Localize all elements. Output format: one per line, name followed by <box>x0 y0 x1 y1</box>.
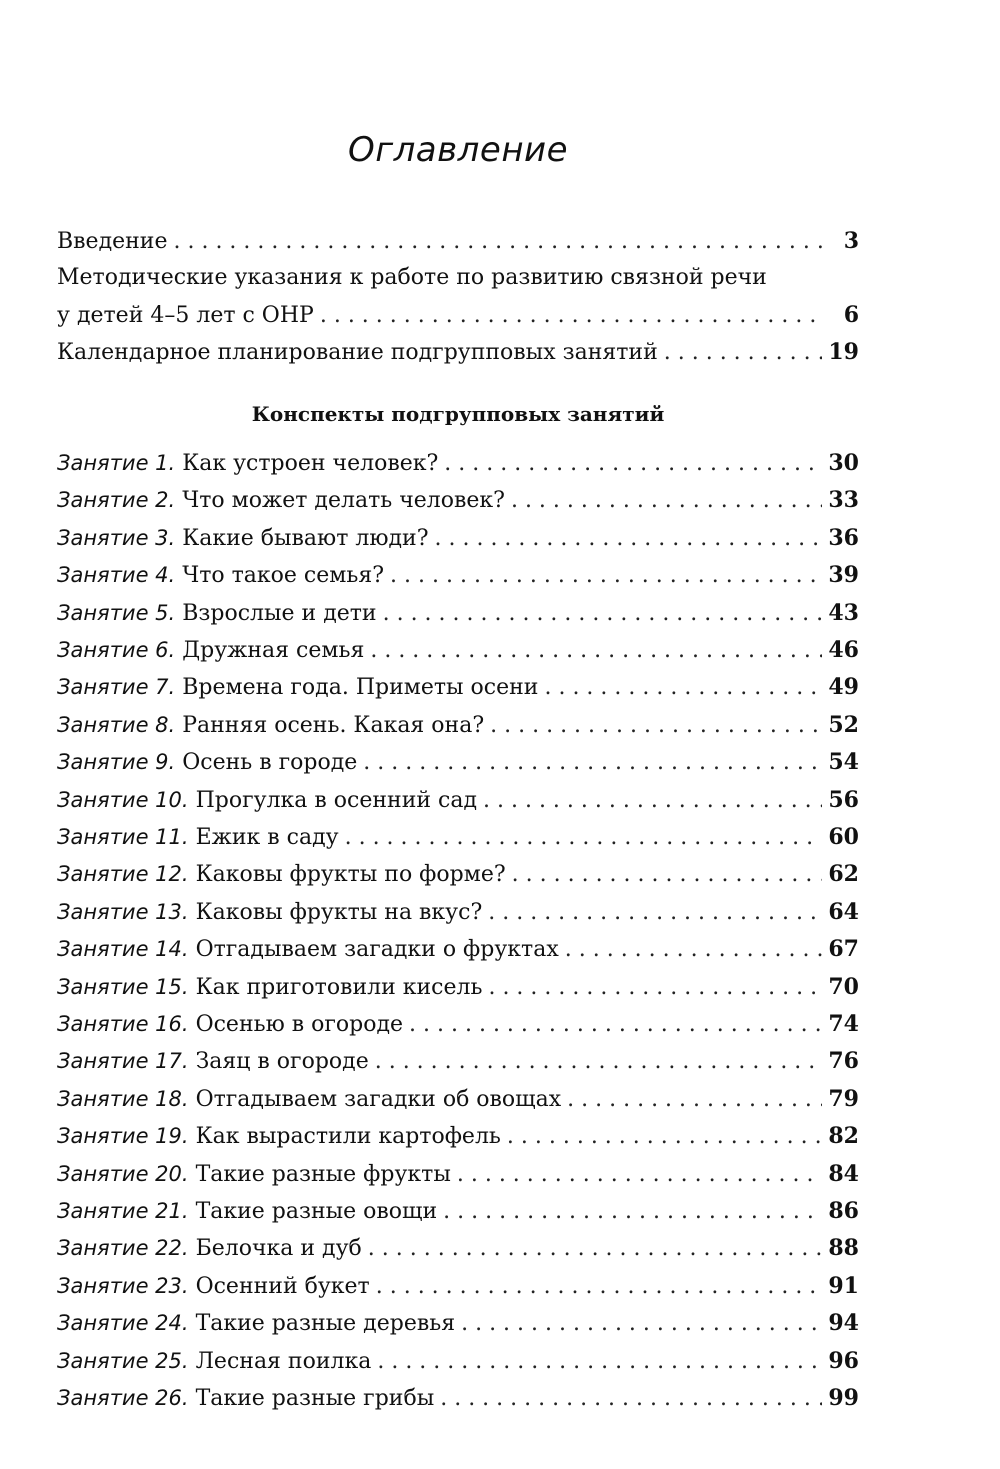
toc-entry-text <box>57 1231 362 1266</box>
lesson-label: Занятие 25. <box>57 1348 189 1373</box>
toc-page-number: 30 <box>828 450 859 476</box>
toc-entry-text <box>57 446 438 481</box>
lesson-title: Каковы фрукты на вкус? <box>195 899 483 925</box>
toc-entry-text <box>57 820 339 855</box>
toc-page-number: 82 <box>828 1123 859 1150</box>
dot-leader <box>567 1083 822 1117</box>
lesson-title: Дружная семья <box>182 638 365 663</box>
toc-entry-text <box>57 1007 403 1042</box>
dot-leader <box>488 971 822 1005</box>
lesson-title: Отгадываем загадки о фруктах <box>195 937 559 963</box>
toc-entry-guidelines[interactable] <box>57 298 859 332</box>
toc-page-number: 96 <box>828 1347 859 1374</box>
toc-entry-lesson[interactable] <box>57 1194 859 1228</box>
toc-page-number: 70 <box>828 973 859 1000</box>
page-title: Оглавление <box>347 130 569 170</box>
toc-page-number: 64 <box>828 898 859 925</box>
toc-entry-lesson[interactable] <box>57 932 859 966</box>
lesson-title: Такие разные овощи <box>195 1199 438 1224</box>
toc-entry-lesson[interactable] <box>57 1231 859 1265</box>
lesson-title: Времена года. Приметы осени <box>182 675 539 701</box>
lesson-label: Занятие 17. <box>57 1049 189 1074</box>
toc-entry-text <box>57 895 482 930</box>
toc-entry-text <box>57 633 364 668</box>
toc-entry-text <box>57 558 384 593</box>
toc-entry-lesson[interactable] <box>57 558 859 592</box>
toc-page-number: 46 <box>828 637 859 663</box>
toc-entry-lesson[interactable] <box>57 857 859 891</box>
lesson-label: Занятие 10. <box>57 787 189 812</box>
toc-page-number: 6 <box>843 302 859 328</box>
dot-leader <box>345 821 823 855</box>
lesson-label: Занятие 22. <box>57 1236 189 1261</box>
toc-page-number: 43 <box>828 599 859 626</box>
toc-entry-lesson[interactable] <box>57 1157 859 1191</box>
toc-entry-lesson[interactable] <box>57 1082 859 1116</box>
dot-leader <box>507 1120 822 1154</box>
dot-leader <box>376 1270 823 1304</box>
dot-leader <box>511 484 822 518</box>
lesson-label: Занятие 3. <box>57 525 176 550</box>
lesson-label: Занятие 7. <box>57 675 176 700</box>
toc-entry-lesson[interactable] <box>57 1119 859 1153</box>
toc-entry-text <box>57 1119 501 1154</box>
toc-entry-lesson[interactable] <box>57 783 859 817</box>
toc-entry-lesson[interactable] <box>57 596 859 630</box>
dot-leader <box>440 1382 822 1416</box>
toc-entry-lesson[interactable] <box>57 521 859 555</box>
toc-entry-text <box>57 1381 434 1416</box>
dot-leader <box>544 671 822 705</box>
dot-leader <box>320 299 823 333</box>
toc-entry-text <box>57 1082 561 1117</box>
dot-leader <box>375 1045 823 1079</box>
dot-leader <box>444 447 822 481</box>
toc-entry-text: Календарное планирование подгрупповых занятий <box>57 340 658 365</box>
dot-leader <box>377 1345 822 1379</box>
toc-entry-text <box>57 1344 371 1379</box>
toc-entry-lesson[interactable] <box>57 670 859 704</box>
dot-leader <box>383 597 823 631</box>
section-heading: Конспекты подгрупповых занятий <box>251 402 665 426</box>
lesson-label: Занятие 12. <box>57 862 189 887</box>
toc-entry-lesson[interactable] <box>57 1269 859 1303</box>
toc-page-number: 91 <box>828 1272 859 1299</box>
lesson-label: Занятие 1. <box>57 451 176 475</box>
lesson-label: Занятие 21. <box>57 1199 189 1223</box>
lesson-title: Какие бывают люди? <box>182 525 429 551</box>
toc-entry-introduction[interactable] <box>57 224 859 258</box>
toc-page-number: 19 <box>828 339 859 365</box>
lesson-title: Как приготовили кисель <box>195 974 483 1000</box>
toc-entry-lesson[interactable] <box>57 745 859 779</box>
toc-entry-text <box>57 483 505 518</box>
toc-page-number: 52 <box>828 711 859 738</box>
lesson-title: Прогулка в осенний сад <box>195 787 477 813</box>
toc-entry-text <box>57 708 484 743</box>
dot-leader <box>435 522 823 556</box>
toc-entry-text <box>57 745 357 780</box>
toc-page-number: 62 <box>828 861 859 888</box>
lesson-label: Занятие 8. <box>57 712 176 737</box>
lesson-title: Лесная поилка <box>195 1348 372 1374</box>
dot-leader <box>483 784 822 818</box>
lesson-label: Занятие 13. <box>57 899 189 924</box>
lesson-title: Осенью в огороде <box>195 1012 404 1037</box>
toc-page-number: 76 <box>828 1048 859 1075</box>
dot-leader <box>443 1195 822 1229</box>
dot-leader <box>664 336 823 370</box>
dot-leader <box>512 858 823 892</box>
toc-entry-lesson[interactable] <box>57 1044 859 1078</box>
toc-page-number: 39 <box>828 562 859 589</box>
lesson-title: Заяц в огороде <box>195 1049 369 1075</box>
toc-entry-lesson[interactable] <box>57 1344 859 1378</box>
toc-entry-text <box>57 970 482 1005</box>
toc-page-number: 88 <box>828 1235 859 1262</box>
lesson-title: Каковы фрукты по форме? <box>195 862 506 888</box>
lesson-title: Такие разные грибы <box>195 1386 435 1411</box>
toc-entry-text <box>57 1044 369 1079</box>
dot-leader <box>370 634 822 668</box>
toc-entry-lesson[interactable] <box>57 895 859 929</box>
lesson-label: Занятие 23. <box>57 1273 189 1298</box>
lesson-label: Занятие 24. <box>57 1311 189 1336</box>
lesson-title: Такие разные фрукты <box>195 1161 451 1187</box>
lesson-title: Такие разные деревья <box>195 1311 456 1337</box>
toc-entry-text-line1[interactable]: Методические указания к работе по развитию связной речи <box>57 265 767 290</box>
toc-entry-text <box>57 1306 455 1341</box>
toc-page-number: 94 <box>828 1310 859 1337</box>
dot-leader <box>363 746 822 780</box>
dot-leader <box>409 1008 822 1042</box>
dot-leader <box>390 559 822 593</box>
lesson-title: Осенний букет <box>195 1273 370 1299</box>
toc-page-number: 3 <box>843 228 859 254</box>
toc-page-number: 60 <box>828 824 859 850</box>
toc-page-number: 86 <box>828 1198 859 1224</box>
lesson-label: Занятие 16. <box>57 1012 189 1036</box>
toc-entry-text <box>57 857 506 892</box>
lesson-label: Занятие 9. <box>57 750 176 775</box>
toc-entry-text <box>57 521 429 556</box>
toc-entry-lesson[interactable] <box>57 820 859 854</box>
toc-page-number: 49 <box>828 674 859 701</box>
lesson-label: Занятие 18. <box>57 1086 189 1111</box>
toc-page-number: 84 <box>828 1160 859 1187</box>
lesson-title: Что может делать человек? <box>182 488 505 514</box>
toc-page-number: 54 <box>828 749 859 776</box>
lesson-label: Занятие 20. <box>57 1161 189 1186</box>
lesson-label: Занятие 19. <box>57 1124 189 1149</box>
lesson-label: Занятие 2. <box>57 488 176 513</box>
toc-entry-text <box>57 783 477 818</box>
toc-page-number: 79 <box>828 1085 859 1112</box>
dot-leader <box>490 709 822 743</box>
lesson-title: Отгадываем загадки об овощах <box>195 1086 562 1112</box>
toc-entry-text <box>57 596 377 631</box>
lesson-title: Белочка и дуб <box>195 1236 362 1262</box>
toc-entry-planning[interactable] <box>57 335 859 369</box>
toc-entry-text: у детей 4–5 лет с ОНР <box>57 303 314 328</box>
toc-entry-lesson[interactable] <box>57 708 859 742</box>
toc-entry-text <box>57 1157 451 1192</box>
dot-leader <box>488 896 822 930</box>
toc-entry-text <box>57 932 559 967</box>
dot-leader <box>565 933 823 967</box>
toc-page-number: 36 <box>828 524 859 551</box>
toc-entry-text <box>57 670 538 705</box>
lesson-label: Занятие 6. <box>57 638 176 662</box>
dot-leader <box>173 225 823 259</box>
lesson-title: Как вырастили картофель <box>195 1124 501 1150</box>
toc-entry-text <box>57 1269 370 1304</box>
lesson-title: Ежик в саду <box>195 825 339 850</box>
lesson-label: Занятие 15. <box>57 974 189 999</box>
lesson-title: Как устроен человек? <box>182 451 439 476</box>
toc-page-number: 99 <box>828 1385 859 1411</box>
toc-entry-text <box>57 1194 437 1229</box>
toc-page-number: 56 <box>828 786 859 813</box>
dot-leader <box>457 1158 823 1192</box>
lesson-label: Занятие 11. <box>57 825 189 849</box>
lesson-title: Взрослые и дети <box>182 600 377 626</box>
toc-entry-lesson[interactable] <box>57 970 859 1004</box>
toc-entry-lesson[interactable] <box>57 1306 859 1340</box>
toc-entry-lesson[interactable] <box>57 1007 859 1041</box>
dot-leader <box>461 1307 822 1341</box>
toc-page-number: 67 <box>828 936 859 963</box>
toc-entry-lesson[interactable] <box>57 633 859 667</box>
toc-entry-lesson[interactable] <box>57 1381 859 1415</box>
lesson-label: Занятие 26. <box>57 1386 189 1410</box>
lesson-title: Ранняя осень. Какая она? <box>182 712 485 738</box>
lesson-title: Осень в городе <box>182 750 358 776</box>
toc-page-number: 33 <box>828 487 859 514</box>
toc-entry-lesson[interactable] <box>57 483 859 517</box>
toc-page-number: 74 <box>828 1011 859 1037</box>
toc-entry-text: Введение <box>57 229 168 254</box>
lesson-label: Занятие 14. <box>57 937 189 962</box>
toc-entry-lesson[interactable] <box>57 446 859 480</box>
lesson-label: Занятие 4. <box>57 563 176 588</box>
dot-leader <box>368 1232 823 1266</box>
lesson-title: Что такое семья? <box>182 563 385 589</box>
lesson-label: Занятие 5. <box>57 600 176 625</box>
